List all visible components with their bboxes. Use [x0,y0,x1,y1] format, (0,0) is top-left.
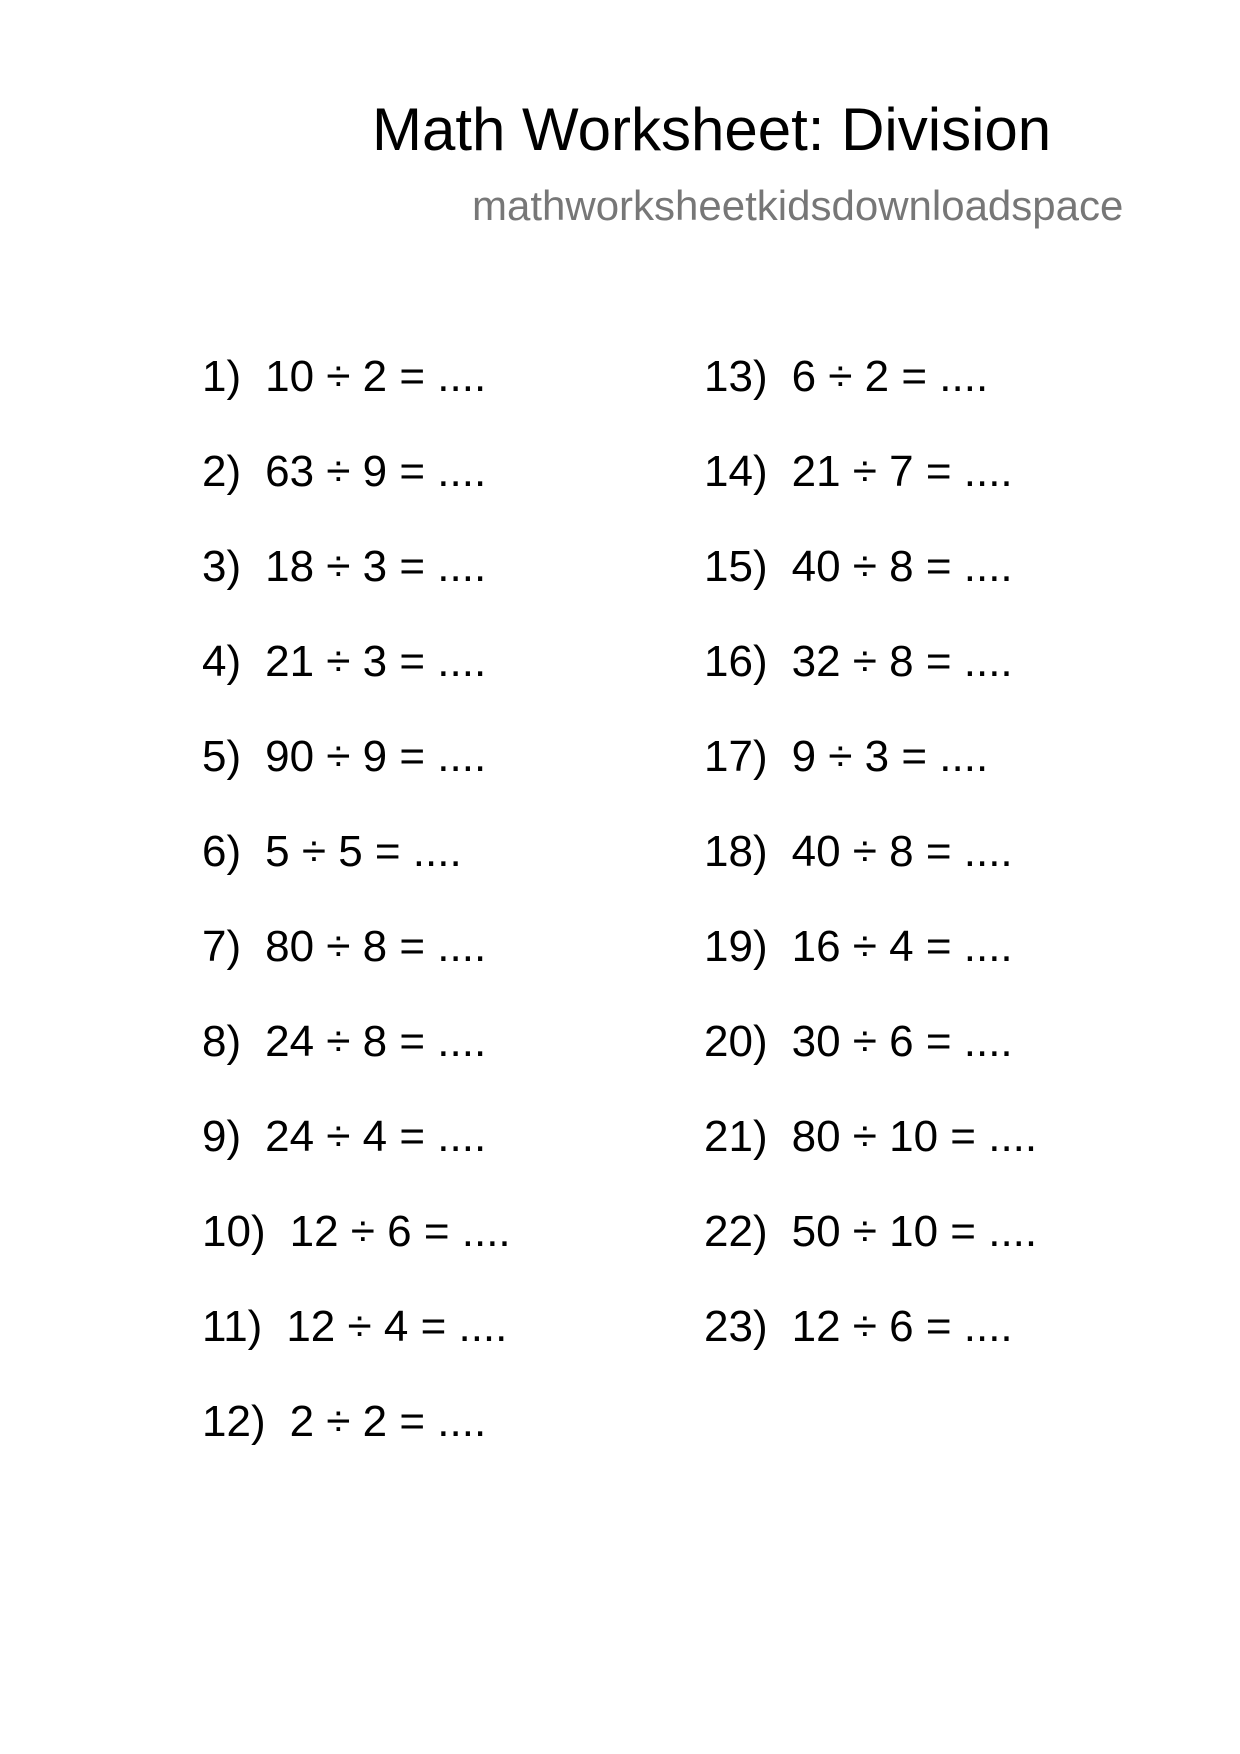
problem-item [704,1302,1037,1400]
page-subtitle: mathworksheetkidsdownloadspace [472,182,1124,229]
problem-item [202,542,511,640]
problem-expression: 80 ÷ 10 = .... [791,1112,1038,1161]
problem-list-right [704,352,1038,1400]
problem-number: 2) [202,447,242,496]
problem-expression: 9 ÷ 3 = .... [791,732,989,781]
problem-number: 22) [704,1207,768,1256]
problem-item [202,732,511,830]
problem-expression: 40 ÷ 8 = .... [791,542,1013,591]
problem-number: 8) [202,1017,242,1066]
problem-number: 11) [202,1302,263,1351]
problem-expression: 50 ÷ 10 = .... [791,1207,1038,1256]
problem-item [202,1112,511,1210]
problem-item [202,1207,511,1305]
problem-expression: 30 ÷ 6 = .... [791,1017,1013,1066]
problem-expression: 10 ÷ 2 = .... [265,352,487,401]
problem-item [704,1112,1038,1210]
problem-number: 23) [704,1302,768,1351]
problem-expression: 2 ÷ 2 = .... [289,1397,487,1446]
problem-item [202,1397,511,1495]
problem-expression: 12 ÷ 6 = .... [791,1302,1013,1351]
problem-number: 9) [202,1112,242,1161]
problem-item [704,352,1037,450]
problem-expression: 24 ÷ 8 = .... [265,1017,487,1066]
problem-expression: 90 ÷ 9 = .... [265,732,487,781]
problem-number: 18) [704,827,768,876]
problem-item [704,447,1037,545]
problem-number: 6) [202,827,242,876]
problem-expression: 32 ÷ 8 = .... [791,637,1013,686]
problem-number: 10) [202,1207,266,1256]
problem-number: 17) [704,732,768,781]
problem-item [704,922,1037,1020]
problem-number: 5) [202,732,242,781]
problem-expression: 21 ÷ 7 = .... [791,447,1013,496]
problem-item [704,637,1037,735]
problem-number: 14) [704,447,768,496]
problem-item [202,922,511,1020]
problem-item [202,637,511,735]
problem-item [202,827,511,925]
problem-expression: 21 ÷ 3 = .... [265,637,487,686]
problem-expression: 6 ÷ 2 = .... [791,352,989,401]
problem-number: 16) [704,637,768,686]
problem-item [704,542,1037,640]
problem-list-left [202,352,511,1495]
problem-expression: 63 ÷ 9 = .... [265,447,487,496]
problem-item [202,1302,511,1400]
problem-item [704,732,1037,830]
problem-item [704,1017,1037,1115]
problem-expression: 12 ÷ 6 = .... [289,1207,511,1256]
problem-number: 3) [202,542,242,591]
problem-expression: 12 ÷ 4 = .... [286,1302,508,1351]
problem-number: 19) [704,922,768,971]
problem-expression: 40 ÷ 8 = .... [791,827,1013,876]
problem-expression: 24 ÷ 4 = .... [265,1112,487,1161]
problem-number: 4) [202,637,242,686]
problem-number: 13) [704,352,768,401]
problem-number: 20) [704,1017,768,1066]
problem-item [202,447,511,545]
problem-expression: 5 ÷ 5 = .... [265,827,462,876]
problem-number: 15) [704,542,768,591]
problem-item [704,827,1037,925]
problem-number: 7) [202,922,242,971]
problem-expression: 16 ÷ 4 = .... [791,922,1013,971]
problem-number: 1) [202,352,242,401]
problem-number: 21) [704,1112,768,1161]
problem-expression: 80 ÷ 8 = .... [265,922,487,971]
problem-number: 12) [202,1397,266,1446]
problem-item [704,1207,1038,1305]
problem-item [202,352,511,450]
problem-expression: 18 ÷ 3 = .... [265,542,487,591]
page-title: Math Worksheet: Division [372,96,1052,163]
problem-item [202,1017,511,1115]
